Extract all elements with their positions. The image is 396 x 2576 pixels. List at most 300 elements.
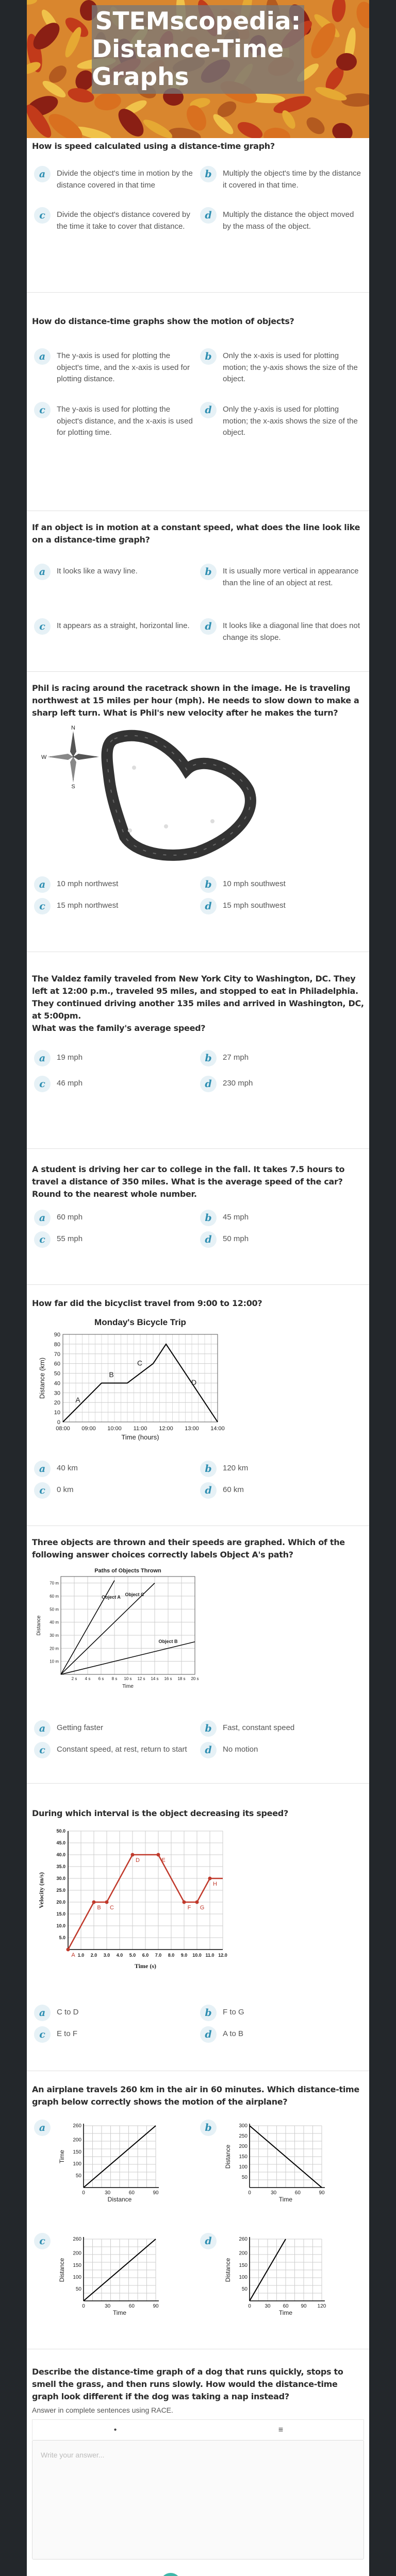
- option-text: It looks like a diagonal line that does not change its slope.: [223, 621, 360, 642]
- option-text: Getting faster: [57, 1723, 104, 1732]
- option-a[interactable]: [32, 1458, 198, 1479]
- point-label: F: [187, 1905, 191, 1911]
- y-tick-label: 60: [54, 1361, 60, 1367]
- option-a[interactable]: [32, 163, 198, 204]
- x-tick-label: 8 s: [111, 1676, 118, 1681]
- numbered-list-button[interactable]: ≡: [278, 2425, 284, 2434]
- x-tick-label: 120: [317, 2303, 326, 2309]
- option-letter: d: [200, 618, 217, 635]
- option-letter: d: [200, 1076, 217, 1092]
- x-tick-label: 0: [82, 2303, 85, 2309]
- option-c[interactable]: [32, 1479, 198, 1501]
- x-tick-label: 0: [248, 2190, 251, 2196]
- editor-toolbar: [32, 2419, 364, 2440]
- y-tick-label: 10: [54, 1410, 60, 1416]
- option-c[interactable]: [32, 2230, 198, 2343]
- y-tick-label: 0: [57, 1419, 60, 1426]
- option-text: 40 km: [57, 1464, 78, 1472]
- y-axis-label: Distance: [58, 2258, 65, 2282]
- option-d[interactable]: [198, 399, 364, 441]
- option-letter: d: [200, 402, 217, 418]
- y-tick-label: 30.0: [56, 1876, 65, 1881]
- x-tick-label: 60: [128, 2190, 135, 2196]
- option-text: Constant speed, at rest, return to start: [57, 1745, 187, 1754]
- option-letter: a: [34, 1050, 51, 1066]
- x-tick-label: 10.0: [192, 1953, 202, 1958]
- x-tick-label: 4 s: [85, 1676, 91, 1681]
- x-axis-label: Time: [122, 1684, 134, 1689]
- x-axis-label: Time: [112, 2309, 127, 2316]
- option-letter: d: [200, 1231, 217, 1248]
- worksheet: [27, 0, 369, 2576]
- y-tick-label: 60 m: [50, 1594, 59, 1599]
- question-11: [27, 2349, 369, 2576]
- point-label: D: [136, 1857, 140, 1863]
- segment-label: A: [75, 1396, 80, 1404]
- option-c[interactable]: [32, 2023, 198, 2045]
- option-letter: d: [200, 1742, 217, 1758]
- option-letter: c: [34, 1742, 51, 1758]
- y-tick-label: 100: [73, 2274, 81, 2280]
- y-tick-label: 100: [239, 2164, 248, 2170]
- option-letter: a: [34, 1210, 51, 1226]
- x-tick-label: 18 s: [177, 1676, 186, 1681]
- x-tick-label: 90: [153, 2303, 159, 2309]
- y-tick-label: 40.0: [56, 1852, 65, 1857]
- option-c[interactable]: [32, 204, 198, 234]
- option-text: 120 km: [223, 1464, 249, 1472]
- question-6: [27, 1149, 369, 1285]
- option-text: Multiply the object's time by the distance it covered in that time.: [223, 169, 361, 190]
- question-text: Three objects are thrown and their speeds are graphed. Which of the following answer choices correctly labels Object A's path?: [32, 1537, 345, 1560]
- x-tick-label: 11.0: [205, 1953, 214, 1958]
- option-text: 10 mph northwest: [57, 879, 119, 888]
- x-tick-label: 30: [271, 2190, 277, 2196]
- y-tick-label: 20 m: [50, 1646, 59, 1651]
- left-margin: [0, 0, 27, 2576]
- y-tick-label: 25.0: [56, 1888, 65, 1893]
- options: [32, 1717, 364, 1760]
- option-letter: b: [200, 876, 217, 893]
- x-tick-label: 30: [105, 2190, 111, 2196]
- question-text: If an object is in motion at a constant speed, what does the line look like on a distance-time graph?: [32, 522, 360, 545]
- option-letter: a: [34, 1461, 51, 1477]
- title-box: [92, 5, 304, 94]
- x-axis-label: Time (s): [134, 1962, 157, 1970]
- option-text: The y-axis is used for plotting the object's time, and the x-axis is used for plotting distance.: [57, 351, 190, 383]
- compass-e: E: [102, 754, 106, 760]
- y-tick-label: 10 m: [50, 1659, 59, 1664]
- chart-title: Monday's Bicycle Trip: [94, 1317, 186, 1327]
- y-tick-label: 30: [54, 1390, 60, 1397]
- point-label: A: [71, 1952, 75, 1958]
- x-axis-label: Time: [278, 2196, 293, 2203]
- option-letter: a: [34, 166, 51, 182]
- question-subtext: What was the family's average speed?: [32, 1023, 206, 1033]
- point-marker: [157, 1853, 160, 1857]
- options: [32, 345, 364, 441]
- option-letter: c: [34, 402, 51, 418]
- x-tick-label: 14:00: [210, 1426, 225, 1432]
- x-tick-label: 20 s: [191, 1676, 199, 1681]
- y-tick-label: 5.0: [59, 1935, 65, 1940]
- question-text: An airplane travels 260 km in the air in 60 minutes. Which distance-time graph below correctly shows the motion of the airplane?: [32, 2084, 359, 2107]
- option-text: 60 km: [223, 1485, 244, 1494]
- question-text: How is speed calculated using a distance-time graph?: [32, 141, 275, 151]
- option-letter: c: [34, 1076, 51, 1092]
- option-b[interactable]: [198, 1458, 364, 1479]
- option-text: C to D: [57, 2008, 79, 2016]
- option-text: Only the x-axis is used for plotting motion; the y-axis shows the size of the object.: [223, 351, 358, 383]
- y-tick-label: 20: [54, 1400, 60, 1406]
- option-letter: d: [200, 2233, 217, 2249]
- question-text: Phil is racing around the racetrack shown in the image. He is traveling northwest at 15 miles per hour (mph). He needs to slow down to make a sharp left turn. What is Phil's new velocity after he makes the turn?: [32, 683, 359, 718]
- y-tick-label: 50: [54, 1370, 60, 1377]
- option-letter: c: [34, 1482, 51, 1499]
- option-text: 60 mph: [57, 1213, 83, 1222]
- compass-s: S: [71, 784, 75, 790]
- x-tick-label: 3.0: [103, 1953, 110, 1958]
- option-d[interactable]: [198, 615, 364, 646]
- answer-recorder: [32, 2573, 364, 2576]
- option-letter: b: [200, 1720, 217, 1737]
- graph-b: [223, 2119, 346, 2222]
- option-text: 46 mph: [57, 1079, 83, 1088]
- y-tick-label: 260: [73, 2123, 81, 2129]
- x-tick-label: 0: [248, 2303, 251, 2309]
- question-8: [27, 1526, 369, 1784]
- option-a[interactable]: [32, 1207, 198, 1228]
- option-letter: c: [34, 2026, 51, 2043]
- x-tick-label: 2.0: [90, 1953, 97, 1958]
- y-tick-label: 200: [73, 2137, 81, 2143]
- graph-c: [57, 2232, 180, 2335]
- option-c[interactable]: [32, 1228, 198, 1250]
- y-tick-label: 70 m: [50, 1581, 59, 1586]
- option-text: F to G: [223, 2008, 244, 2016]
- option-letter: d: [200, 898, 217, 914]
- compass-w: W: [41, 754, 47, 760]
- option-text: 10 mph southwest: [223, 879, 286, 888]
- option-text: 15 mph northwest: [57, 901, 119, 910]
- velocity-chart: [32, 1824, 249, 1978]
- x-axis-label: Time: [278, 2309, 293, 2316]
- x-tick-label: 0: [82, 2190, 85, 2196]
- y-tick-label: 40: [54, 1380, 60, 1387]
- y-tick-label: 10.0: [56, 1923, 65, 1928]
- instruction-text: Answer in complete sentences using RACE.: [32, 2406, 173, 2414]
- option-letter: c: [34, 1231, 51, 1248]
- option-a[interactable]: [32, 1717, 198, 1739]
- point-label: B: [97, 1905, 101, 1911]
- question-text: Describe the distance-time graph of a dog that runs quickly, stops to smell the grass, and then runs slowly. How would the distance-time graph look different if the dog was taking a nap instead?: [32, 2367, 343, 2401]
- options: [32, 1458, 364, 1501]
- y-tick-label: 80: [54, 1341, 60, 1348]
- x-tick-label: 12:00: [159, 1426, 173, 1432]
- bicycle-trip-chart: [32, 1314, 249, 1448]
- option-c[interactable]: [32, 1073, 198, 1094]
- y-axis-label: Distance: [224, 2144, 232, 2169]
- option-b[interactable]: [198, 873, 364, 895]
- question-text: A student is driving her car to college in the fall. It takes 7.5 hours to travel a distance of 350 miles. What is the average speed of the car? Round to the nearest whole number.: [32, 1164, 345, 1199]
- point-marker: [183, 1901, 186, 1904]
- title-line-1: STEMscopedia:: [95, 7, 301, 36]
- option-text: It is usually more vertical in appearance than the line of an object at rest.: [223, 567, 359, 587]
- question-text: How far did the bicyclist travel from 9:00 to 12:00?: [32, 1298, 262, 1308]
- x-tick-label: 6 s: [98, 1676, 104, 1681]
- option-d[interactable]: [198, 1739, 364, 1760]
- option-a[interactable]: [32, 2116, 198, 2230]
- option-d[interactable]: [198, 2023, 364, 2045]
- question-5: [27, 952, 369, 1149]
- option-text: E to F: [57, 2029, 78, 2038]
- option-text: 27 mph: [223, 1053, 249, 1062]
- y-tick-label: 50: [241, 2286, 248, 2292]
- x-tick-label: 13:00: [185, 1426, 199, 1432]
- x-tick-label: 14 s: [151, 1676, 159, 1681]
- point-label: G: [200, 1905, 205, 1911]
- option-b[interactable]: [198, 345, 364, 399]
- title-line-2: Distance-Time Graphs: [92, 35, 284, 92]
- option-letter: d: [200, 207, 217, 224]
- point-marker: [195, 1901, 199, 1904]
- option-a[interactable]: [32, 345, 198, 399]
- option-letter: b: [200, 1461, 217, 1477]
- option-text: Fast, constant speed: [223, 1723, 295, 1732]
- x-tick-label: 4.0: [116, 1953, 123, 1958]
- x-tick-label: 5.0: [129, 1953, 136, 1958]
- x-tick-label: 12 s: [137, 1676, 145, 1681]
- x-tick-label: 30: [105, 2303, 111, 2309]
- x-tick-label: 60: [294, 2190, 301, 2196]
- y-tick-label: 70: [54, 1351, 60, 1358]
- option-text: Divide the object's distance covered by the time it take to cover that distance.: [57, 210, 190, 231]
- question-1: [27, 138, 369, 293]
- banner: [27, 0, 369, 138]
- y-tick-label: 260: [239, 2236, 248, 2242]
- x-tick-label: 2 s: [71, 1676, 77, 1681]
- option-b[interactable]: [198, 561, 364, 615]
- option-a[interactable]: [32, 2002, 198, 2023]
- x-tick-label: 90: [319, 2190, 325, 2196]
- y-tick-label: 200: [73, 2250, 81, 2257]
- option-b[interactable]: [198, 2116, 364, 2230]
- y-tick-label: 300: [239, 2123, 248, 2129]
- question-text: The Valdez family traveled from New York City to Washington, DC. They left at 12:00 p.m., traveled 95 miles, and stopped to eat in Philadelphia. They continued driving another 135 miles and arrived in Washington, DC, at 5:00pm.: [32, 974, 364, 1021]
- option-d[interactable]: [198, 204, 364, 234]
- option-letter: b: [200, 1210, 217, 1226]
- x-tick-label: 60: [128, 2303, 135, 2309]
- y-tick-label: 50.0: [56, 1828, 65, 1834]
- y-tick-label: 150: [73, 2149, 81, 2155]
- y-axis-label: Distance (km): [38, 1357, 46, 1399]
- x-tick-label: 08:00: [56, 1426, 70, 1432]
- question-9: [27, 1784, 369, 2071]
- y-tick-label: 150: [73, 2262, 81, 2268]
- question-7: [27, 1285, 369, 1526]
- option-b[interactable]: [198, 163, 364, 204]
- y-tick-label: 90: [54, 1332, 60, 1338]
- option-c[interactable]: [32, 1739, 198, 1760]
- option-letter: a: [34, 1720, 51, 1737]
- option-d[interactable]: [198, 1479, 364, 1501]
- thrown-objects-chart: [32, 1565, 228, 1694]
- y-tick-label: 45.0: [56, 1840, 65, 1845]
- option-letter: a: [34, 348, 51, 365]
- option-text: 50 mph: [223, 1234, 249, 1243]
- option-d[interactable]: [198, 1228, 364, 1250]
- option-c[interactable]: [32, 399, 198, 441]
- option-c[interactable]: [32, 895, 198, 917]
- question-3: [27, 511, 369, 672]
- question-text: During which interval is the object decreasing its speed?: [32, 1808, 288, 1818]
- options: [32, 2002, 364, 2045]
- x-tick-label: 1.0: [77, 1953, 85, 1958]
- y-tick-label: 200: [239, 2144, 248, 2149]
- option-text: Multiply the distance the object moved by the mass of the object.: [223, 210, 354, 231]
- point-label: H: [213, 1881, 217, 1887]
- x-tick-label: 6.0: [142, 1953, 149, 1958]
- x-axis-label: Time (hours): [121, 1433, 159, 1441]
- option-letter: a: [34, 2120, 51, 2136]
- y-tick-label: 50: [75, 2286, 81, 2292]
- question-10: [27, 2071, 369, 2349]
- question-2: [27, 293, 369, 511]
- option-b[interactable]: [198, 1207, 364, 1228]
- segment-label: C: [137, 1359, 143, 1367]
- option-letter: b: [200, 348, 217, 365]
- series-label: Object B: [158, 1639, 178, 1645]
- compass-n: N: [71, 725, 75, 731]
- series-label: Object C: [125, 1592, 144, 1597]
- option-text: 15 mph southwest: [223, 901, 286, 910]
- option-a[interactable]: [32, 1047, 198, 1073]
- option-text: Divide the object's time in motion by the distance covered in that time: [57, 169, 193, 190]
- right-margin: [369, 0, 396, 2576]
- option-letter: c: [34, 618, 51, 635]
- answer-textarea[interactable]: [32, 2440, 364, 2560]
- series-label: Object A: [102, 1595, 121, 1600]
- option-b[interactable]: [198, 2002, 364, 2023]
- chart-title: Paths of Objects Thrown: [94, 1568, 161, 1574]
- point-label: C: [110, 1905, 114, 1911]
- y-tick-label: 50: [241, 2175, 248, 2180]
- option-letter: a: [34, 876, 51, 893]
- y-axis-label: Time: [58, 2149, 65, 2164]
- x-tick-label: 10:00: [107, 1426, 122, 1432]
- graph-d: [223, 2232, 346, 2335]
- option-a[interactable]: [32, 873, 198, 895]
- point-marker: [92, 1901, 96, 1904]
- x-axis-label: Distance: [107, 2196, 132, 2203]
- option-letter: b: [200, 2005, 217, 2021]
- option-letter: a: [34, 564, 51, 580]
- option-text: 19 mph: [57, 1053, 83, 1062]
- y-tick-label: 40 m: [50, 1620, 59, 1625]
- option-letter: a: [34, 2005, 51, 2021]
- point-label: E: [161, 1857, 166, 1863]
- x-tick-label: 60: [283, 2303, 289, 2309]
- y-axis-label: Distance: [224, 2258, 232, 2282]
- options: [32, 1047, 364, 1094]
- point-marker: [131, 1853, 135, 1857]
- x-tick-label: 7.0: [155, 1953, 162, 1958]
- option-text: 45 mph: [223, 1213, 249, 1222]
- option-letter: b: [200, 1050, 217, 1066]
- y-tick-label: 260: [73, 2236, 81, 2242]
- option-letter: b: [200, 564, 217, 580]
- option-text: Only the y-axis is used for plotting motion; the x-axis shows the size of the object.: [223, 405, 358, 437]
- x-tick-label: 11:00: [133, 1426, 147, 1432]
- option-letter: b: [200, 2120, 217, 2136]
- option-letter: b: [200, 166, 217, 182]
- option-letter: d: [200, 2026, 217, 2043]
- y-tick-label: 100: [73, 2161, 81, 2167]
- y-tick-label: 150: [239, 2262, 248, 2268]
- y-tick-label: 50: [75, 2173, 81, 2179]
- y-tick-label: 15.0: [56, 1911, 65, 1917]
- x-tick-label: 90: [301, 2303, 307, 2309]
- option-letter: c: [34, 2233, 51, 2249]
- option-a[interactable]: [32, 561, 198, 615]
- option-text: It looks like a wavy line.: [57, 567, 138, 575]
- options: [32, 1207, 364, 1250]
- segment-label: B: [109, 1370, 114, 1379]
- option-d[interactable]: [198, 2230, 364, 2343]
- option-text: The y-axis is used for plotting the object's distance, and the x-axis is used for plotting time.: [57, 405, 193, 437]
- record-button[interactable]: [160, 2573, 181, 2576]
- x-tick-label: 10 s: [124, 1676, 132, 1681]
- point-marker: [208, 1877, 212, 1880]
- option-text: A to B: [223, 2029, 244, 2038]
- y-tick-label: 200: [239, 2250, 248, 2257]
- y-tick-label: 35.0: [56, 1864, 65, 1869]
- x-tick-label: 12.0: [218, 1953, 227, 1958]
- x-tick-label: 09:00: [81, 1426, 96, 1432]
- option-letter: c: [34, 207, 51, 224]
- option-text: 230 mph: [223, 1079, 253, 1088]
- option-d[interactable]: [198, 1073, 364, 1094]
- options: [32, 163, 364, 234]
- option-b[interactable]: [198, 1717, 364, 1739]
- graph-options: [32, 2116, 364, 2343]
- option-text: It appears as a straight, horizontal line.: [57, 621, 190, 630]
- x-tick-label: 16 s: [164, 1676, 172, 1681]
- option-text: 0 km: [57, 1485, 74, 1494]
- option-letter: d: [200, 1482, 217, 1499]
- x-tick-label: 90: [153, 2190, 159, 2196]
- options: [32, 873, 364, 917]
- question-text: How do distance-time graphs show the motion of objects?: [32, 316, 294, 326]
- option-c[interactable]: [32, 615, 198, 646]
- question-4: [27, 672, 369, 952]
- y-axis-label: Velocity (m/s): [38, 1872, 45, 1908]
- segment-label: D: [191, 1378, 197, 1387]
- x-tick-label: 8.0: [168, 1953, 175, 1958]
- y-tick-label: 250: [239, 2133, 248, 2139]
- option-d[interactable]: [198, 895, 364, 917]
- x-tick-label: 9.0: [180, 1953, 188, 1958]
- y-axis-label: Distance: [36, 1615, 42, 1636]
- y-tick-label: 150: [239, 2154, 248, 2160]
- x-tick-label: 30: [265, 2303, 271, 2309]
- y-tick-label: 50 m: [50, 1607, 59, 1612]
- point-marker: [67, 1948, 70, 1952]
- y-tick-label: 20.0: [56, 1900, 65, 1905]
- bullet-list-button[interactable]: •: [113, 2425, 117, 2434]
- option-text: No motion: [223, 1745, 258, 1754]
- option-b[interactable]: [198, 1047, 364, 1073]
